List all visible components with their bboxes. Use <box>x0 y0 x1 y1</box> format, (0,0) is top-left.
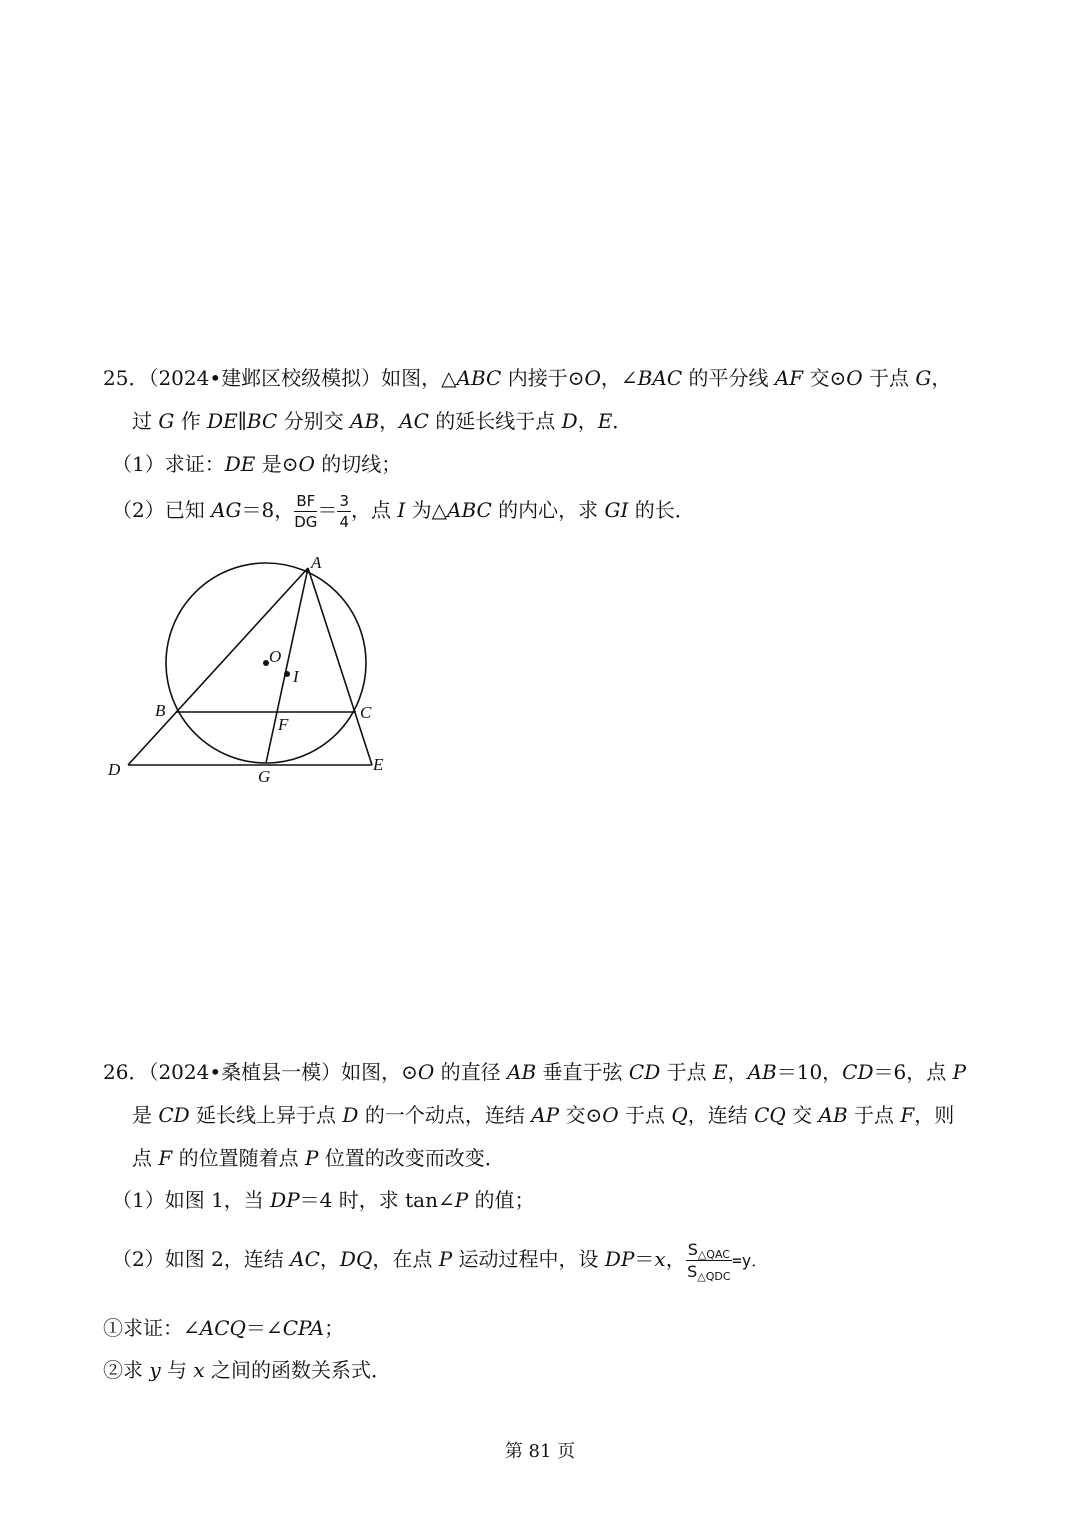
q26-sub-1 <box>103 1314 344 1342</box>
math-var: AB <box>350 409 380 433</box>
math-var: O <box>298 452 315 476</box>
text: 点 <box>132 1146 159 1170</box>
math-var: DP <box>604 1247 635 1271</box>
line-da <box>128 568 308 765</box>
fraction-denominator <box>686 1261 732 1283</box>
math-var: DP <box>270 1188 300 1212</box>
math-var: CQ <box>754 1103 786 1127</box>
q25-part-2 <box>112 490 695 530</box>
q26-source: （2024•桑植县一模） <box>148 1060 342 1084</box>
text: 过 <box>132 409 159 433</box>
text: ②求 <box>103 1358 150 1382</box>
math-var: AB <box>818 1103 848 1127</box>
fraction-area-ratio <box>686 1239 732 1283</box>
label-g: G <box>258 767 271 786</box>
math-var: F <box>158 1146 173 1170</box>
label-e: E <box>373 755 384 774</box>
text: ， <box>319 1247 340 1271</box>
point-i <box>284 671 290 677</box>
text: 是 <box>132 1103 159 1127</box>
text: （2）已知 <box>112 498 212 522</box>
text: ，则 <box>914 1103 955 1127</box>
text: ＝8， <box>241 498 295 522</box>
text: （1）求证： <box>112 452 225 476</box>
text: ＝∠ <box>245 1316 283 1340</box>
fraction-denominator: DG <box>294 512 318 531</box>
math-var: CD <box>842 1060 874 1084</box>
text: 之间的函数关系式． <box>204 1358 392 1382</box>
text: 的值； <box>468 1188 535 1212</box>
text: 如图，△ <box>381 366 457 390</box>
q25-source: （2024•建邺区校级模拟） <box>148 366 382 390</box>
text: 交 <box>785 1103 819 1127</box>
math-var: AC <box>399 409 429 433</box>
math-var: O <box>584 366 601 390</box>
math-var: P <box>438 1247 453 1271</box>
text: 延长线上异于点 <box>189 1103 343 1127</box>
q25-number: 25． <box>103 366 149 390</box>
text: 为△ <box>405 498 447 522</box>
math-var: x <box>193 1358 205 1382</box>
text: 的一个动点，连结 <box>358 1103 532 1127</box>
text: ，在点 <box>372 1247 439 1271</box>
subscript: △QDC <box>697 1269 731 1283</box>
math-var: AG <box>211 498 242 522</box>
text: =y． <box>731 1251 768 1270</box>
math-var: O <box>602 1103 619 1127</box>
math-var: Q <box>671 1103 688 1127</box>
text: 于点 <box>862 366 916 390</box>
label-d: D <box>108 760 121 779</box>
math-var: P <box>952 1060 967 1084</box>
text: ， <box>931 366 952 390</box>
text: 如图，⊙ <box>341 1060 418 1084</box>
math-var: ABC <box>447 498 492 522</box>
math-var: E <box>712 1060 728 1084</box>
text: 的位置随着点 <box>172 1146 305 1170</box>
math-var: ABC <box>456 366 502 390</box>
math-var: ACQ <box>199 1316 246 1340</box>
fraction-3-4 <box>337 491 351 531</box>
fraction-numerator <box>686 1239 732 1261</box>
label-f: F <box>278 715 289 734</box>
text: ，∠ <box>600 366 638 390</box>
q26-line-2 <box>132 1101 954 1129</box>
math-var: BAC <box>637 366 683 390</box>
text: ，点 <box>350 498 398 522</box>
text: 垂直于弦 <box>536 1060 629 1084</box>
label-i: I <box>293 667 299 686</box>
math-var: AF <box>774 366 804 390</box>
text: （2）如图 2，连结 <box>112 1247 291 1271</box>
math-var: DE <box>224 452 256 476</box>
text: 的延长线于点 <box>428 409 562 433</box>
text: 作 <box>174 409 208 433</box>
math-var: CD <box>158 1103 190 1127</box>
math-var: G <box>915 366 932 390</box>
text: 的直径 <box>434 1060 508 1084</box>
text: 于点 <box>660 1060 713 1084</box>
math-var: O <box>417 1060 435 1084</box>
label-c: C <box>360 703 372 722</box>
math-var: AB <box>747 1060 777 1084</box>
fraction-numerator: BF <box>294 494 317 512</box>
fraction-denominator: 4 <box>339 512 349 531</box>
text: ①求证：∠ <box>103 1316 200 1340</box>
text: 位置的改变而改变． <box>318 1146 505 1170</box>
q26-part-2 <box>112 1234 767 1286</box>
q26-part-1 <box>112 1186 535 1214</box>
text: 交⊙ <box>559 1103 603 1127</box>
math-var: E <box>597 409 613 433</box>
math-var: AC <box>290 1247 320 1271</box>
page-number: 第 81 页 <box>504 1441 576 1462</box>
text: ＝10， <box>776 1060 843 1084</box>
math-var: F <box>900 1103 915 1127</box>
label-o: O <box>269 647 282 666</box>
math-var: D <box>342 1103 359 1127</box>
s-symbol: S <box>687 1261 698 1281</box>
math-var: AB <box>507 1060 537 1084</box>
text: 交⊙ <box>803 366 847 390</box>
q25-line-1 <box>103 364 951 392</box>
text: ， <box>727 1060 748 1084</box>
math-var: x <box>654 1247 666 1271</box>
text: 的内心，求 <box>491 498 605 522</box>
text: ， <box>665 1247 686 1271</box>
text: 运动过程中，设 <box>452 1247 605 1271</box>
subscript: △QAC <box>697 1247 730 1261</box>
math-var: I <box>397 498 406 522</box>
text: ＝ <box>317 498 338 522</box>
math-var: P <box>304 1146 319 1170</box>
label-b: B <box>155 701 166 720</box>
text: 的平分线 <box>682 366 775 390</box>
math-var: y <box>149 1358 161 1382</box>
q26-line-3 <box>132 1144 505 1172</box>
text: 于点 <box>847 1103 901 1127</box>
text: ＝4 时，求 tan∠ <box>299 1188 455 1212</box>
q26-sub-2 <box>103 1356 391 1384</box>
q25-part-1 <box>112 450 401 478</box>
text: ＝6，点 <box>873 1060 953 1084</box>
q25-line-2 <box>132 407 632 435</box>
text: ， <box>577 409 598 433</box>
math-var: DE∥BC <box>207 409 278 433</box>
text: ， <box>379 409 400 433</box>
text: ； <box>324 1316 345 1340</box>
text: 的长． <box>628 498 695 522</box>
text: （1）如图 1，当 <box>112 1188 271 1212</box>
text: 的切线； <box>314 452 402 476</box>
label-a: A <box>311 553 322 572</box>
text: 分别交 <box>277 409 351 433</box>
math-var: O <box>846 366 863 390</box>
q26-line-1 <box>103 1058 966 1086</box>
text: 内接于⊙ <box>501 366 585 390</box>
text: 是⊙ <box>255 452 299 476</box>
math-var: D <box>561 409 578 433</box>
geometry-figure <box>100 550 400 790</box>
text: ． <box>612 409 633 433</box>
math-var: DQ <box>339 1247 373 1271</box>
q26-number: 26． <box>103 1060 149 1084</box>
text: 与 <box>160 1358 194 1382</box>
math-var: AP <box>531 1103 560 1127</box>
s-symbol: S <box>687 1239 698 1259</box>
math-var: CPA <box>282 1316 325 1340</box>
fraction-numerator: 3 <box>339 491 349 510</box>
math-var: GI <box>604 498 629 522</box>
math-var: CD <box>628 1060 661 1084</box>
fraction-bf-dg <box>294 491 318 531</box>
line-ae <box>308 568 372 765</box>
text: 于点 <box>618 1103 672 1127</box>
text: ＝ <box>634 1247 655 1271</box>
text: ，连结 <box>687 1103 755 1127</box>
math-var: P <box>454 1188 469 1212</box>
math-var: G <box>158 409 175 433</box>
